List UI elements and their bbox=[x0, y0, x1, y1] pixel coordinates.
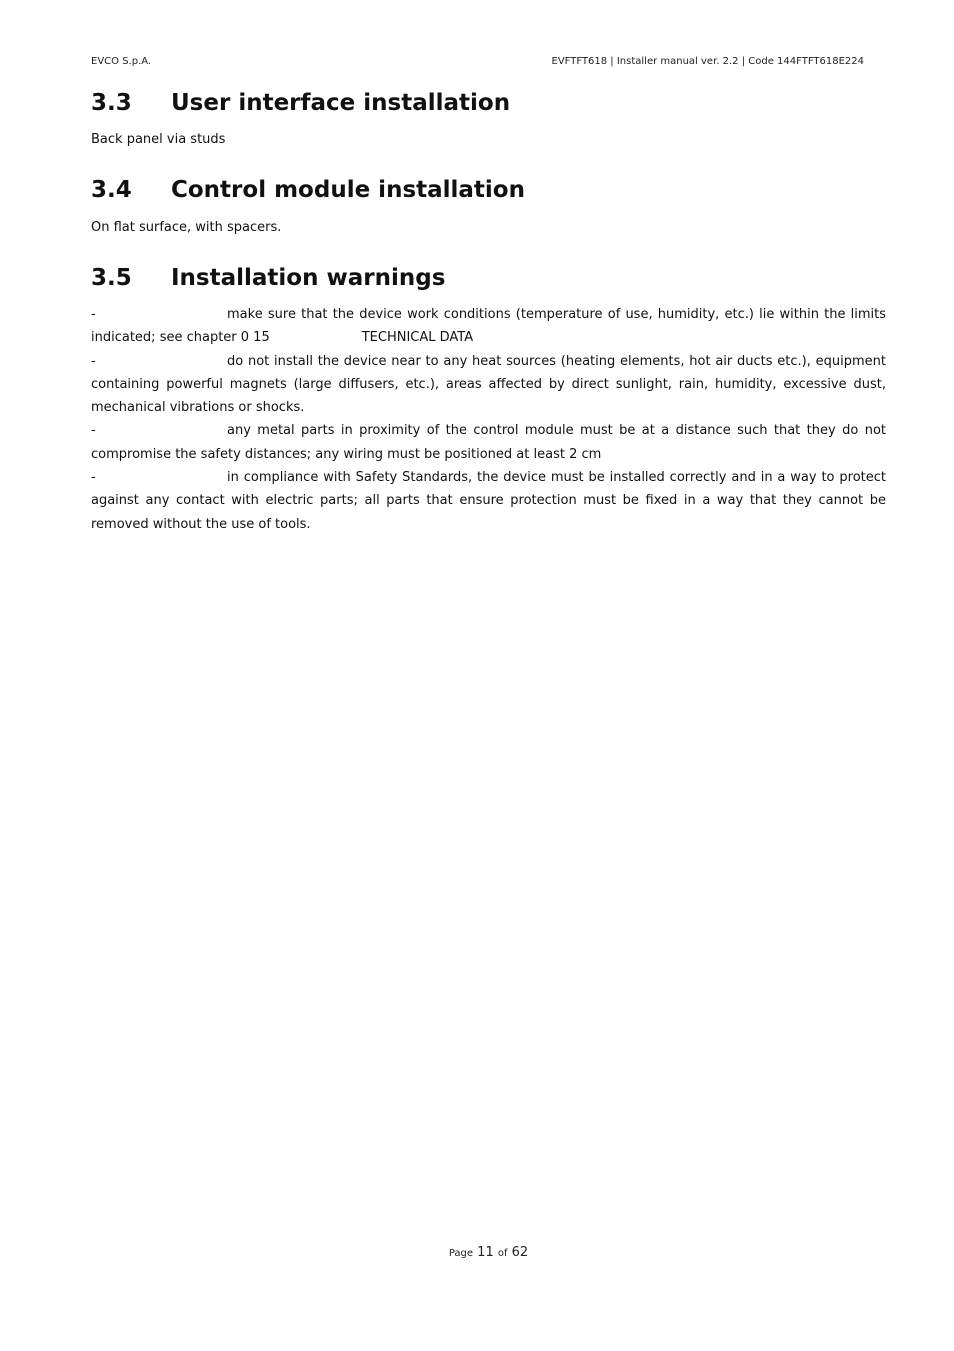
list-dash: - bbox=[91, 423, 96, 439]
list-item bbox=[91, 303, 886, 350]
warning-text: in compliance with Safety Standards, the device must be installed correctly and in a way to protect against any contact with electric parts; all parts that ensure protection must be fixed in a way that they cannot be removed without the use of tools. bbox=[91, 470, 886, 532]
chapter-reference: TECHNICAL DATA bbox=[361, 330, 474, 346]
section-body: On flat surface, with spacers. bbox=[91, 220, 282, 235]
list-item bbox=[91, 350, 886, 420]
section-title: Installation warnings bbox=[171, 265, 446, 291]
of-word: of bbox=[497, 1248, 508, 1259]
list-dash: - bbox=[91, 353, 96, 369]
warning-text: do not install the device near to any heat sources (heating elements, hot air ducts etc.), equipment containing powerful magnets (large diffusers, etc.), areas affected by direct sunlight, rain, humidity, excessive dust, mechanical vibrations or shocks. bbox=[91, 353, 886, 416]
list-dash: - bbox=[91, 307, 96, 322]
warning-text: any metal parts in proximity of the control module must be at a distance such that they do not compromise the safety distances; any wiring must be positioned at least 2 cm bbox=[91, 423, 886, 462]
section-number: 3.5 bbox=[91, 265, 132, 291]
page-footer bbox=[0, 1245, 954, 1260]
section-heading-3-3 bbox=[91, 90, 510, 116]
section-number: 3.4 bbox=[91, 177, 132, 203]
header-doc-info: EVFTFT618 | Installer manual ver. 2.2 | Code 144FTFT618E224 bbox=[551, 56, 864, 67]
list-item bbox=[91, 419, 886, 466]
section-title: User interface installation bbox=[171, 90, 511, 116]
header-company: EVCO S.p.A. bbox=[91, 56, 152, 67]
section-body: Back panel via studs bbox=[91, 132, 226, 147]
section-heading-3-5 bbox=[91, 265, 445, 291]
warnings-list bbox=[91, 303, 886, 536]
section-number: 3.3 bbox=[91, 90, 132, 116]
list-item bbox=[91, 466, 886, 536]
page-word: Page bbox=[448, 1248, 474, 1259]
page-number: 11 bbox=[477, 1245, 494, 1260]
total-pages: 62 bbox=[511, 1245, 529, 1260]
section-heading-3-4 bbox=[91, 177, 525, 203]
warning-text: make sure that the device work conditions (temperature of use, humidity, etc.) lie within the limits indicated; see chapter 0 15 bbox=[91, 307, 886, 346]
section-title: Control module installation bbox=[171, 177, 525, 203]
list-dash: - bbox=[91, 470, 96, 486]
